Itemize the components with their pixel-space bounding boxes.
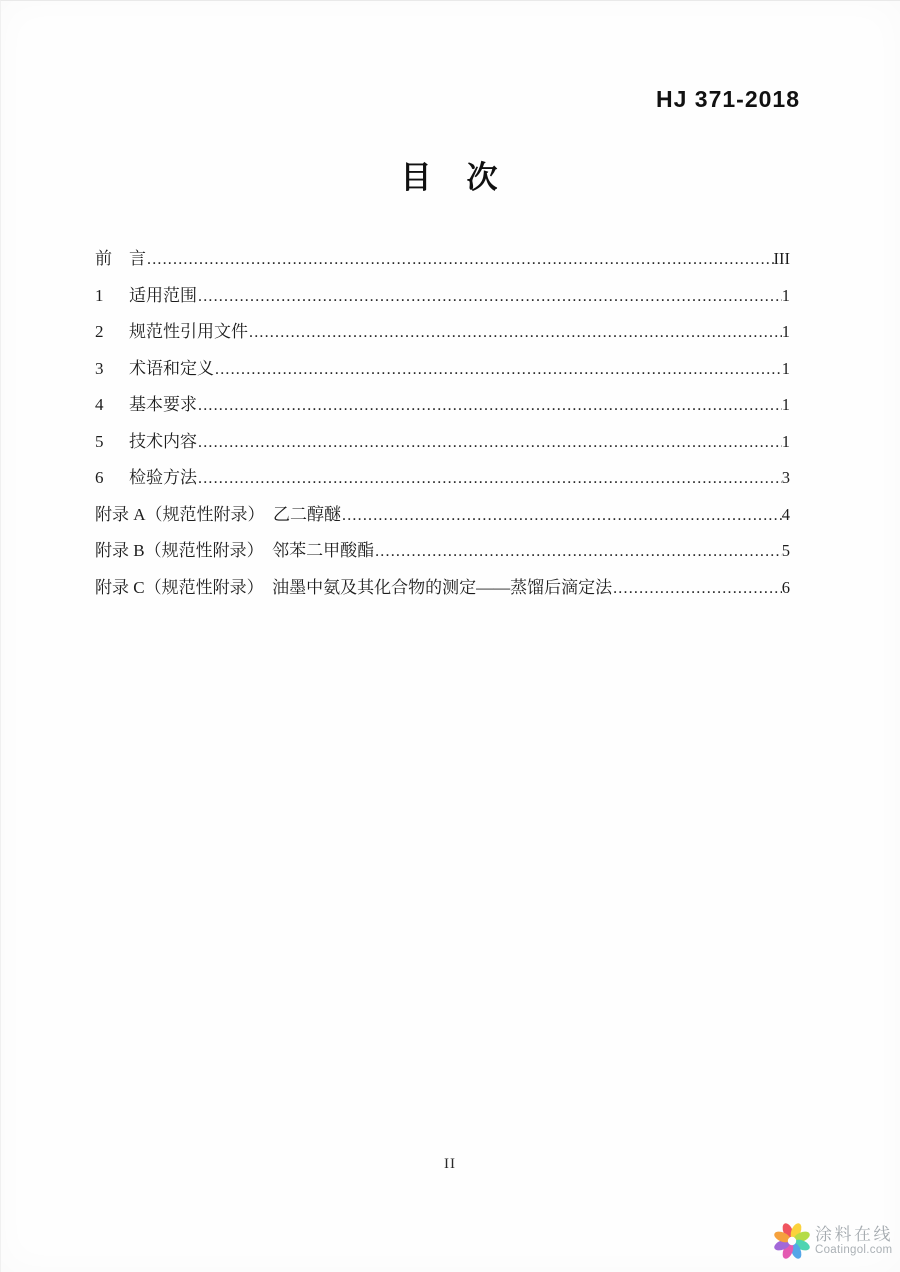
toc-entry-number: 1 <box>95 285 104 305</box>
toc-entry <box>95 360 790 377</box>
toc-entry-page: 1 <box>781 285 790 305</box>
watermark-text <box>815 1226 893 1256</box>
toc-entry-label: 规范性引用文件 <box>129 322 248 341</box>
toc-entry <box>95 250 790 267</box>
document-header <box>656 86 800 113</box>
toc-entry <box>95 579 790 596</box>
toc-entry-number: 4 <box>95 395 104 414</box>
toc-entry <box>95 469 790 486</box>
toc-entry-number: 3 <box>95 358 104 378</box>
toc-entry-label: （规范性附录） 乙二醇醚 <box>145 504 342 524</box>
page-number: II <box>444 1156 456 1172</box>
toc-entry-number: 前 <box>95 249 112 268</box>
toc-entry-number: 6 <box>95 468 104 487</box>
toc-dot-leader <box>147 250 774 267</box>
toc-entry-number: 附录 B <box>95 541 145 560</box>
toc-dot-leader <box>198 396 782 413</box>
toc-entry-number: 2 <box>95 322 104 341</box>
toc-entry-page: 5 <box>781 541 790 560</box>
toc-entry-number: 5 <box>95 431 104 451</box>
toc-entry-page: 4 <box>781 504 790 524</box>
toc-entry-label: 言 <box>129 249 146 268</box>
toc-entry-label: 技术内容 <box>129 431 197 451</box>
toc-entry-page: 1 <box>781 431 790 451</box>
toc-dot-leader <box>198 433 782 450</box>
toc-dot-leader <box>375 542 782 559</box>
watermark-domain: Coatingol.com <box>815 1244 893 1256</box>
toc-entry <box>95 287 790 304</box>
pinwheel-flower-icon <box>772 1221 812 1261</box>
watermark <box>772 1221 893 1261</box>
toc-entry-label: 基本要求 <box>129 395 197 414</box>
toc-entry-label: （规范性附录） 邻苯二甲酸酯 <box>144 541 375 560</box>
standard-number: HJ 371-2018 <box>656 86 800 112</box>
toc-entry-number: 附录 C <box>95 577 145 597</box>
toc-dot-leader <box>198 469 782 486</box>
toc-dot-leader <box>342 506 782 523</box>
page-footer <box>0 1156 900 1173</box>
toc-entry-label: 检验方法 <box>129 468 197 487</box>
page-title: 目 次 <box>400 160 500 195</box>
toc-dot-leader <box>198 287 782 304</box>
toc-entry <box>95 396 790 413</box>
toc-entry-label: （规范性附录） 油墨中氨及其化合物的测定——蒸馏后滴定法 <box>144 577 613 597</box>
toc-entry-label: 术语和定义 <box>129 358 214 378</box>
toc-entry-page: 1 <box>781 358 790 378</box>
toc-entry-page: 3 <box>781 468 790 487</box>
toc-entry-number: 附录 A <box>95 504 146 524</box>
toc-dot-leader <box>249 323 782 340</box>
toc-entry-page: III <box>773 249 790 268</box>
watermark-name: 涂料在线 <box>815 1225 893 1244</box>
toc-list <box>95 250 790 615</box>
toc-entry <box>95 542 790 559</box>
toc-entry-page: 1 <box>781 322 790 341</box>
toc-dot-leader <box>613 579 782 596</box>
toc-entry <box>95 433 790 450</box>
toc-entry-label: 适用范围 <box>129 285 197 305</box>
toc-entry <box>95 506 790 523</box>
toc-entry <box>95 323 790 340</box>
toc-entry-page: 1 <box>781 395 790 414</box>
toc-entry-page: 6 <box>781 577 790 597</box>
toc-dot-leader <box>215 360 782 377</box>
